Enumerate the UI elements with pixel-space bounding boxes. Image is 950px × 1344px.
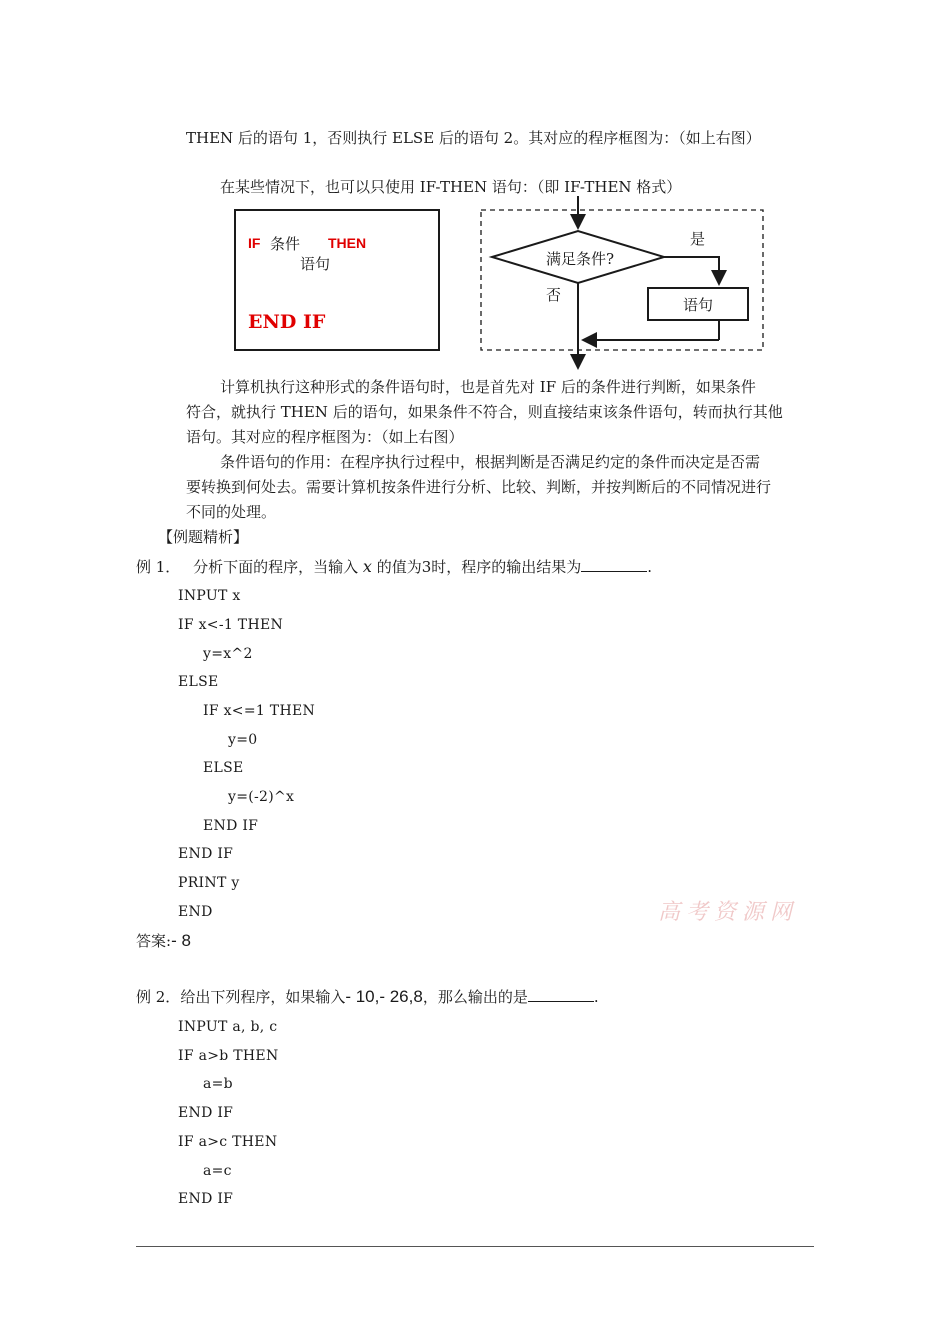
code-line: a=b	[203, 1076, 233, 1092]
explain-p1-line2: 符合，就执行 THEN 后的语句，如果条件不符合，则直接结束该条件语句，转而执行其他	[186, 403, 783, 421]
code-line: END IF	[178, 1191, 234, 1207]
explain-p1-line3: 语句。其对应的程序框图为：（如上右图）	[186, 428, 464, 446]
example-1-value: 3	[421, 558, 432, 576]
example-2-question	[136, 986, 599, 1007]
example-1-text-mid: 的值为	[376, 558, 422, 576]
code-line: IF x<=1 THEN	[203, 703, 316, 719]
dashed-frame	[481, 210, 763, 350]
end-if-keyword: END IF	[248, 311, 326, 333]
no-label: 否	[546, 286, 562, 304]
explain-p2-line2: 要转换到何处去。需要计算机按条件进行分析、比较、判断，并按判断后的不同情况进行	[186, 478, 772, 496]
explain-p2-line1: 条件语句的作用：在程序执行过程中，根据判断是否满足约定的条件而决定是否需	[220, 453, 761, 471]
statement-text: 语句	[300, 255, 331, 273]
code-line: y=(-2)^x	[228, 789, 295, 805]
code-line: y=x^2	[203, 646, 253, 662]
if-keyword: IF	[248, 235, 261, 251]
code-line: IF x<-1 THEN	[178, 617, 284, 633]
example-2-text-before: 给出下列程序，如果输入	[180, 988, 346, 1006]
then-keyword: THEN	[328, 235, 367, 251]
code-line: INPUT a, b, c	[178, 1019, 278, 1035]
code-line: ELSE	[178, 674, 219, 690]
code-line: IF a>c THEN	[178, 1134, 278, 1150]
example-2-label: 例 2．	[136, 988, 181, 1006]
if-then-format-box	[234, 209, 440, 351]
example-1-question	[136, 556, 652, 577]
explain-p2-line3: 不同的处理。	[186, 503, 277, 521]
footer-divider	[136, 1246, 814, 1247]
code-line: INPUT x	[178, 588, 241, 604]
answer-blank	[528, 989, 594, 1002]
decision-text: 满足条件?	[546, 250, 615, 268]
example-1-end: .	[647, 558, 653, 576]
answer-value: - 8	[171, 931, 191, 950]
code-line: END IF	[203, 818, 259, 834]
example-2-text-after: ，那么输出的是	[422, 988, 528, 1006]
yes-arrow	[664, 257, 719, 284]
code-line: ELSE	[203, 760, 244, 776]
yes-label: 是	[690, 230, 706, 248]
example-1-text-before: 分析下面的程序，当输入	[193, 558, 359, 576]
example-1-answer	[136, 930, 191, 951]
code-line: END IF	[178, 846, 234, 862]
code-line: END IF	[178, 1105, 234, 1121]
section-title: 【例题精析】	[158, 528, 249, 546]
example-2-inputs: - 10,- 26,8	[345, 987, 423, 1006]
example-1-label: 例 1．	[136, 558, 181, 576]
example-1-variable: x	[362, 557, 372, 576]
intro-line-2: 在某些情况下，也可以只使用 IF-THEN 语句：（即 IF-THEN 格式）	[220, 178, 682, 196]
answer-label: 答案:	[136, 932, 172, 950]
if-then-flowchart	[480, 196, 770, 380]
answer-blank	[581, 559, 647, 572]
code-line: PRINT y	[178, 875, 240, 891]
code-line: y=0	[228, 732, 258, 748]
example-2-end: .	[593, 988, 599, 1006]
intro-line-1: THEN 后的语句 1，否则执行 ELSE 后的语句 2。其对应的程序框图为：（如上右图）	[186, 129, 761, 147]
flowchart-svg	[480, 196, 770, 376]
code-line: END	[178, 904, 213, 920]
explain-p1-line1: 计算机执行这种形式的条件语句时，也是首先对 IF 后的条件进行判断，如果条件	[220, 378, 756, 396]
code-line: IF a>b THEN	[178, 1048, 279, 1064]
example-1-text-after: 时，程序的输出结果为	[431, 558, 582, 576]
code-line: a=c	[203, 1163, 232, 1179]
condition-text: 条件	[270, 235, 301, 253]
watermark: 高考资源网	[658, 900, 799, 925]
statement-box-text: 语句	[683, 296, 714, 314]
